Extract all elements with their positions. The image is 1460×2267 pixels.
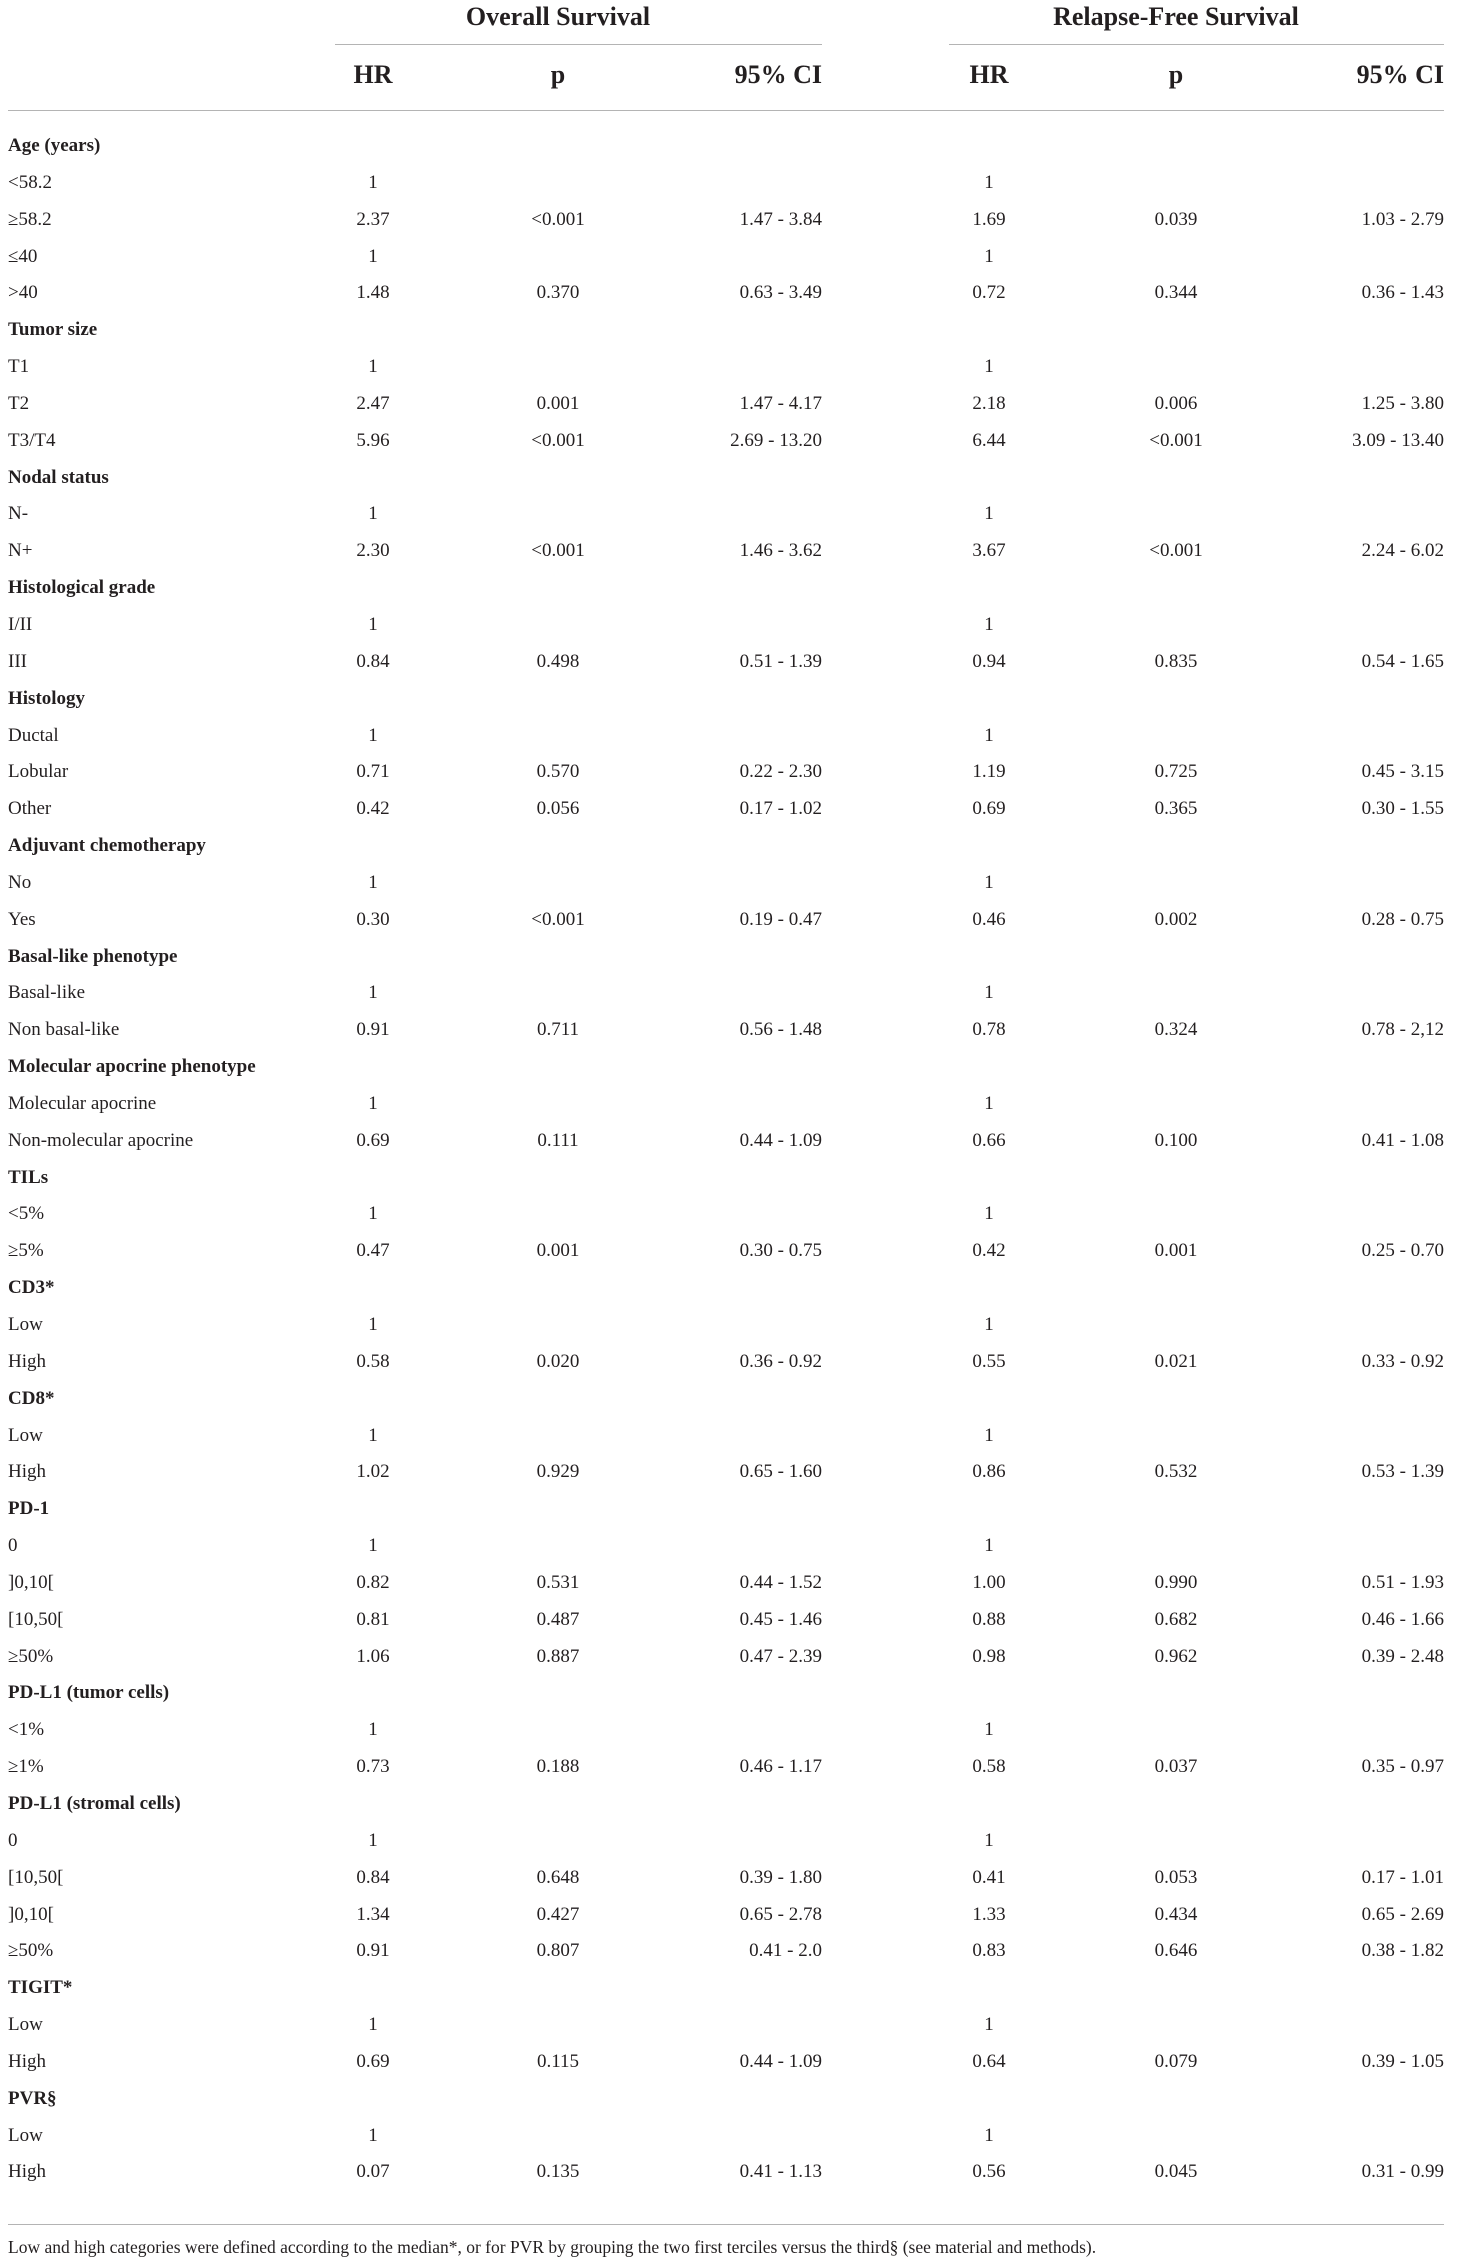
os-ci-cell: 2.69 - 13.20 [730,429,822,451]
rfs-hr-cell: 1 [984,1092,994,1114]
table-row [0,1233,1460,1270]
table-row [0,1712,1460,1749]
rfs-p-cell: 0.324 [1154,1019,1198,1041]
table-row [0,2007,1460,2044]
rfs-ci-cell: 0.41 - 1.08 [1361,1129,1444,1151]
os-p-cell: 0.531 [536,1571,580,1593]
os-hr-cell: 0.07 [356,2161,390,2183]
rfs-hr-cell: 1 [984,2124,994,2146]
table-row [0,1602,1460,1639]
os-p-cell: 0.807 [536,1940,580,1962]
row-label: <5% [8,1203,45,1225]
col-header-rfs-ci: 95% CI [1356,60,1444,89]
section-row [0,128,1460,165]
table-row [0,1086,1460,1123]
section-row [0,460,1460,497]
rfs-ci-cell: 0.51 - 1.93 [1361,1571,1444,1593]
row-label: ≥1% [8,1756,44,1778]
os-hr-cell: 1 [368,503,378,525]
os-ci-cell: 0.65 - 1.60 [739,1461,822,1483]
section-row [0,1786,1460,1823]
os-hr-cell: 1 [368,1719,378,1741]
os-ci-cell: 0.44 - 1.09 [739,2050,822,2072]
row-label: ≤40 [8,245,38,267]
rfs-hr-cell: 1 [984,982,994,1004]
table-row [0,1823,1460,1860]
row-label: Non basal-like [8,1019,120,1041]
rfs-hr-cell: 0.66 [972,1129,1006,1151]
os-ci-cell: 0.22 - 2.30 [739,761,822,783]
row-label: 0 [8,1829,18,1851]
section-heading: TILs [8,1166,49,1188]
table-bottom-rule [8,2224,1444,2225]
section-row [0,828,1460,865]
os-hr-cell: 0.81 [356,1608,390,1630]
rfs-hr-cell: 2.18 [972,392,1006,414]
os-hr-cell: 0.84 [356,650,390,672]
os-ci-cell: 1.46 - 3.62 [739,540,822,562]
os-hr-cell: 0.47 [356,1240,390,1262]
os-p-cell: 0.711 [536,1019,580,1041]
row-label: Yes [8,908,36,930]
row-label: Molecular apocrine [8,1092,157,1114]
table-row [0,1528,1460,1565]
os-hr-cell: 0.30 [356,908,390,930]
os-hr-cell: 2.37 [356,208,390,230]
rfs-p-cell: <0.001 [1149,429,1203,451]
os-ci-cell: 0.19 - 0.47 [739,908,822,930]
rfs-hr-cell: 0.83 [972,1940,1006,1962]
row-label: >40 [8,282,38,304]
row-label: ≥58.2 [8,208,52,230]
rfs-p-cell: <0.001 [1149,540,1203,562]
row-label: Low [8,1314,43,1335]
os-hr-cell: 0.69 [356,1129,390,1151]
row-label: N+ [8,540,33,562]
os-p-cell: 0.115 [536,2050,580,2072]
table-row [0,496,1460,533]
os-hr-cell: 0.91 [356,1940,390,1962]
os-hr-cell: 1 [368,982,378,1004]
os-ci-cell: 0.39 - 1.80 [739,1866,822,1888]
row-label: I/II [8,613,33,635]
rfs-p-cell: 0.682 [1154,1608,1198,1630]
rfs-hr-cell: 1.00 [972,1571,1006,1593]
rfs-ci-cell: 0.28 - 0.75 [1361,908,1444,930]
rfs-p-cell: 0.039 [1154,208,1198,230]
os-p-cell: 0.001 [536,392,580,414]
rfs-hr-cell: 0.64 [972,2050,1006,2072]
section-heading: Histological grade [8,577,156,599]
table-row [0,1565,1460,1602]
row-label: III [8,650,27,672]
os-hr-cell: 2.47 [356,392,390,414]
os-p-cell: 0.929 [536,1461,580,1483]
header-overall-survival: Overall Survival [465,2,651,31]
os-hr-cell: 1.48 [356,282,390,304]
table-row [0,865,1460,902]
section-row [0,939,1460,976]
rfs-hr-cell: 1 [984,2014,994,2036]
section-heading: Tumor size [8,319,98,341]
os-p-cell: 0.648 [536,1866,580,1888]
rfs-ci-cell: 1.03 - 2.79 [1361,208,1444,230]
rfs-hr-cell: 0.86 [972,1461,1006,1483]
header-group-rule-relapse [949,44,1444,45]
rfs-hr-cell: 6.44 [972,429,1006,451]
row-label: High [8,2050,46,2072]
rfs-p-cell: 0.002 [1154,908,1198,930]
rfs-hr-cell: 1 [984,1535,994,1557]
rfs-ci-cell: 0.38 - 1.82 [1361,1940,1444,1962]
section-row [0,312,1460,349]
rfs-ci-cell: 2.24 - 6.02 [1361,540,1444,562]
os-hr-cell: 1 [368,1535,378,1557]
os-hr-cell: 0.58 [356,1350,390,1372]
section-row [0,570,1460,607]
os-hr-cell: 0.69 [356,2050,390,2072]
table-row [0,165,1460,202]
os-p-cell: 0.111 [537,1129,579,1151]
rfs-hr-cell: 1 [984,1719,994,1741]
rfs-p-cell: 0.053 [1154,1866,1198,1888]
rfs-ci-cell: 0.46 - 1.66 [1361,1608,1444,1630]
table-row [0,1012,1460,1049]
os-ci-cell: 0.30 - 0.75 [739,1240,822,1262]
table-row [0,975,1460,1012]
os-hr-cell: 1.34 [356,1903,390,1925]
section-heading: Molecular apocrine phenotype [8,1056,256,1078]
table-row [0,902,1460,939]
os-hr-cell: 0.91 [356,1019,390,1041]
table-row [0,1933,1460,1970]
rfs-p-cell: 0.646 [1154,1940,1198,1962]
rfs-hr-cell: 0.78 [972,1019,1006,1041]
table-row [0,607,1460,644]
os-hr-cell: 1 [368,1203,378,1225]
section-row [0,1270,1460,1307]
table-footnote: Low and high categories were defined according to the median*, or for PVR by grouping the two first terciles versus the third§ (see material and methods). [8,2237,1097,2257]
section-heading: Nodal status [8,466,109,488]
row-label: Low [8,1424,43,1446]
os-hr-cell: 1 [368,171,378,193]
table-row [0,275,1460,312]
table-row [0,1418,1460,1455]
os-hr-cell: 1 [368,1092,378,1114]
rfs-ci-cell: 0.54 - 1.65 [1361,650,1444,672]
os-p-cell: 0.887 [536,1645,580,1667]
section-row [0,1160,1460,1197]
os-ci-cell: 0.44 - 1.09 [739,1129,822,1151]
section-heading: CD8* [8,1387,55,1409]
rfs-ci-cell: 0.65 - 2.69 [1361,1903,1444,1925]
section-row [0,1491,1460,1528]
table-row [0,2118,1460,2155]
os-hr-cell: 1 [368,2124,378,2146]
os-hr-cell: 1 [368,724,378,746]
rfs-p-cell: 0.079 [1154,2050,1198,2072]
rfs-hr-cell: 0.55 [972,1350,1006,1372]
rfs-p-cell: 0.006 [1154,392,1198,414]
row-label: 0 [8,1535,18,1557]
row-label: High [8,1350,46,1372]
header-group-rule-overall [335,44,822,45]
table-row [0,644,1460,681]
table-row [0,1454,1460,1491]
table-row [0,2044,1460,2081]
section-heading: Age (years) [8,135,101,156]
os-ci-cell: 0.41 - 1.13 [739,2161,822,2183]
section-row [0,1049,1460,1086]
col-header-os-hr: HR [353,60,393,89]
section-heading: PD-L1 (stromal cells) [8,1792,181,1814]
rfs-ci-cell: 0.33 - 0.92 [1361,1350,1444,1372]
section-heading: Adjuvant chemotherapy [8,835,206,857]
rfs-p-cell: 0.037 [1154,1756,1198,1778]
table-row [0,2154,1460,2191]
os-p-cell: <0.001 [531,208,585,230]
table-row [0,1307,1460,1344]
row-label: ]0,10[ [8,1903,54,1925]
rfs-hr-cell: 0.98 [972,1645,1006,1667]
rfs-p-cell: 0.021 [1154,1350,1198,1372]
row-label: <1% [8,1719,45,1741]
os-hr-cell: 0.84 [356,1866,390,1888]
os-ci-cell: 0.44 - 1.52 [739,1571,822,1593]
rfs-p-cell: 0.365 [1154,798,1198,820]
os-hr-cell: 1.06 [356,1645,390,1667]
table-row [0,1749,1460,1786]
os-hr-cell: 1 [368,1424,378,1446]
os-p-cell: <0.001 [531,540,585,562]
os-hr-cell: 1.02 [356,1461,390,1483]
rfs-hr-cell: 1 [984,245,994,267]
row-label: ≥5% [8,1240,44,1262]
os-hr-cell: 0.42 [356,798,390,820]
os-hr-cell: 1 [368,871,378,893]
os-hr-cell: 1 [368,613,378,635]
section-row [0,1381,1460,1418]
rfs-ci-cell: 0.36 - 1.43 [1361,282,1444,304]
row-label: T2 [8,392,30,414]
os-hr-cell: 1 [368,356,378,378]
row-label: Low [8,2014,43,2036]
table-row [0,1344,1460,1381]
rfs-ci-cell: 0.53 - 1.39 [1361,1461,1444,1483]
rfs-hr-cell: 0.56 [972,2161,1006,2183]
os-hr-cell: 1 [368,2014,378,2036]
header-relapse-free-survival: Relapse-Free Survival [1053,2,1299,31]
rfs-hr-cell: 1 [984,1314,994,1335]
os-ci-cell: 0.17 - 1.02 [739,798,822,820]
rfs-hr-cell: 0.94 [972,650,1006,672]
rfs-hr-cell: 1 [984,1829,994,1851]
section-heading: Histology [8,687,86,709]
rfs-hr-cell: 0.58 [972,1756,1006,1778]
os-ci-cell: 1.47 - 4.17 [739,392,822,414]
rfs-ci-cell: 0.45 - 3.15 [1361,761,1444,783]
table-row [0,754,1460,791]
row-label: N- [8,503,29,525]
os-p-cell: 0.427 [536,1903,580,1925]
os-p-cell: 0.020 [536,1350,580,1372]
table-row [0,202,1460,239]
os-ci-cell: 0.45 - 1.46 [739,1608,822,1630]
section-heading: TIGIT* [8,1977,73,1999]
os-ci-cell: 0.46 - 1.17 [739,1756,822,1778]
os-p-cell: 0.056 [536,798,580,820]
table-row [0,791,1460,828]
col-header-rfs-p: p [1168,60,1184,89]
row-label: Non-molecular apocrine [8,1129,194,1151]
os-p-cell: <0.001 [531,908,585,930]
col-header-rfs-hr: HR [969,60,1009,89]
os-p-cell: 0.498 [536,650,580,672]
os-ci-cell: 0.51 - 1.39 [739,650,822,672]
rfs-hr-cell: 1.19 [972,761,1006,783]
table-body [0,128,1460,2191]
os-hr-cell: 1 [368,1829,378,1851]
rfs-hr-cell: 0.69 [972,798,1006,820]
table-row [0,1897,1460,1934]
rfs-p-cell: 0.835 [1154,650,1198,672]
rfs-ci-cell: 0.30 - 1.55 [1361,798,1444,820]
rfs-hr-cell: 1.33 [972,1903,1006,1925]
rfs-hr-cell: 1.69 [972,208,1006,230]
table-row [0,239,1460,276]
os-hr-cell: 1 [368,245,378,267]
rfs-ci-cell: 0.25 - 0.70 [1361,1240,1444,1262]
row-label: High [8,1461,46,1483]
row-label: Basal-like [8,982,86,1004]
rfs-hr-cell: 1 [984,1424,994,1446]
rfs-p-cell: 0.990 [1154,1571,1198,1593]
rfs-ci-cell: 0.39 - 2.48 [1361,1645,1444,1667]
rfs-ci-cell: 0.17 - 1.01 [1361,1866,1444,1888]
rfs-p-cell: 0.434 [1154,1903,1198,1925]
rfs-hr-cell: 0.41 [972,1866,1006,1888]
row-label: ≥50% [8,1940,54,1962]
row-label: Other [8,798,52,820]
row-label: ]0,10[ [8,1571,54,1593]
rfs-hr-cell: 0.88 [972,1608,1006,1630]
rfs-ci-cell: 0.78 - 2,12 [1361,1019,1444,1041]
os-p-cell: 0.135 [536,2161,580,2183]
row-label: T3/T4 [8,429,56,451]
rfs-ci-cell: 0.31 - 0.99 [1361,2161,1444,2183]
section-heading: PD-L1 (tumor cells) [8,1682,170,1704]
rfs-hr-cell: 1 [984,503,994,525]
rfs-hr-cell: 1 [984,724,994,746]
table-row [0,1639,1460,1676]
os-p-cell: <0.001 [531,429,585,451]
col-header-os-p: p [550,60,566,89]
rfs-hr-cell: 3.67 [972,540,1006,562]
rfs-hr-cell: 1 [984,171,994,193]
rfs-hr-cell: 1 [984,1203,994,1225]
os-ci-cell: 1.47 - 3.84 [739,208,822,230]
row-label: High [8,2161,46,2183]
os-p-cell: 0.001 [536,1240,580,1262]
row-label: Lobular [8,761,69,783]
table-row [0,423,1460,460]
rfs-p-cell: 0.962 [1154,1645,1198,1667]
rfs-hr-cell: 0.46 [972,908,1006,930]
os-ci-cell: 0.36 - 0.92 [739,1350,822,1372]
os-ci-cell: 0.56 - 1.48 [739,1019,822,1041]
row-label: Ductal [8,724,59,746]
section-heading: PD-1 [8,1498,50,1520]
os-hr-cell: 1 [368,1314,378,1335]
os-p-cell: 0.570 [536,761,580,783]
section-row [0,1675,1460,1712]
rfs-p-cell: 0.725 [1154,761,1198,783]
row-label: T1 [8,356,30,378]
section-heading: PVR§ [8,2087,57,2109]
rfs-ci-cell: 3.09 - 13.40 [1352,429,1444,451]
rfs-hr-cell: 1 [984,613,994,635]
rfs-hr-cell: 1 [984,871,994,893]
row-label: [10,50[ [8,1608,64,1630]
rfs-p-cell: 0.001 [1154,1240,1198,1262]
rfs-ci-cell: 0.35 - 0.97 [1361,1756,1444,1778]
table-row [0,1196,1460,1233]
os-hr-cell: 0.82 [356,1571,390,1593]
rfs-p-cell: 0.344 [1154,282,1198,304]
rfs-p-cell: 0.532 [1154,1461,1198,1483]
os-ci-cell: 0.47 - 2.39 [739,1645,822,1667]
table-row [0,533,1460,570]
col-header-os-ci: 95% CI [734,60,822,89]
os-hr-cell: 0.73 [356,1756,390,1778]
os-hr-cell: 2.30 [356,540,390,562]
rfs-hr-cell: 0.72 [972,282,1006,304]
section-row [0,681,1460,718]
rfs-ci-cell: 1.25 - 3.80 [1361,392,1444,414]
row-label: No [8,871,32,893]
header-bottom-rule [8,110,1444,111]
table-row [0,1123,1460,1160]
table-row [0,386,1460,423]
section-heading: CD3* [8,1277,55,1299]
table-row [0,349,1460,386]
row-label: ≥50% [8,1645,54,1667]
section-row [0,2081,1460,2118]
row-label: [10,50[ [8,1866,64,1888]
rfs-ci-cell: 0.39 - 1.05 [1361,2050,1444,2072]
section-heading: Basal-like phenotype [8,945,178,967]
os-hr-cell: 0.71 [356,761,390,783]
os-p-cell: 0.487 [536,1608,580,1630]
os-p-cell: 0.370 [536,282,580,304]
table-row [0,1860,1460,1897]
os-hr-cell: 5.96 [356,429,390,451]
section-row [0,1970,1460,2007]
row-label: <58.2 [8,171,52,193]
rfs-p-cell: 0.045 [1154,2161,1198,2183]
os-ci-cell: 0.65 - 2.78 [739,1903,822,1925]
os-p-cell: 0.188 [536,1756,580,1778]
table-row [0,718,1460,755]
os-ci-cell: 0.41 - 2.0 [749,1940,822,1962]
row-label: Low [8,2124,43,2146]
os-ci-cell: 0.63 - 3.49 [739,282,822,304]
rfs-hr-cell: 1 [984,356,994,378]
rfs-hr-cell: 0.42 [972,1240,1006,1262]
rfs-p-cell: 0.100 [1154,1129,1198,1151]
